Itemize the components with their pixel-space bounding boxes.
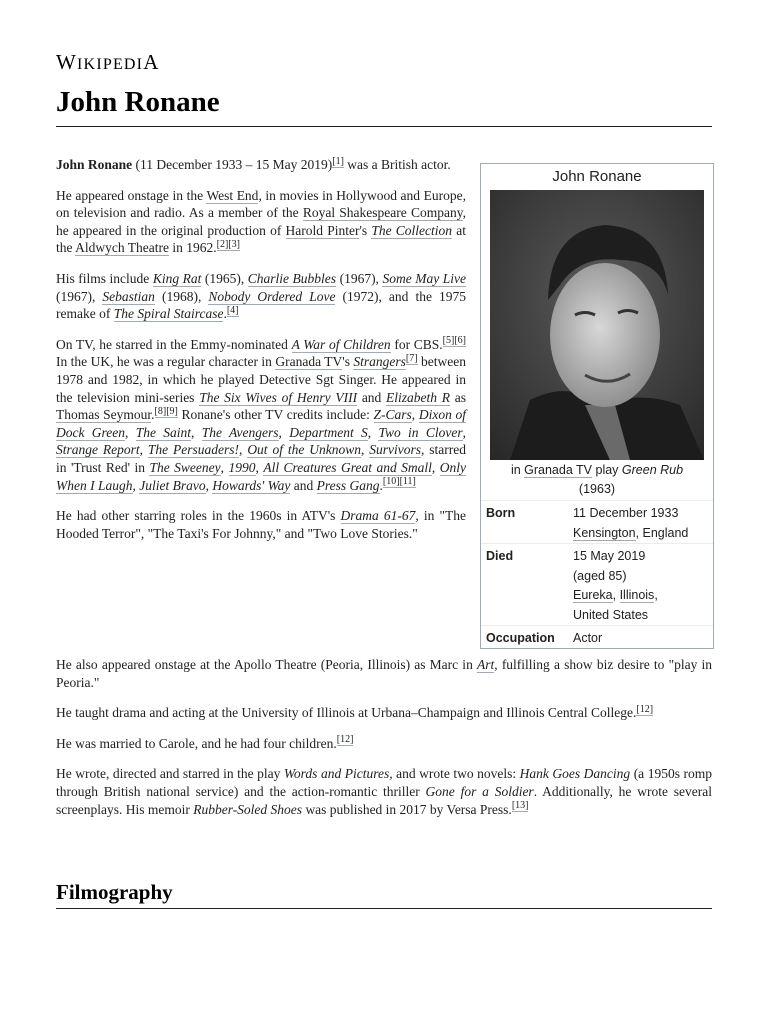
paragraph-family: He was married to Carole, and he had four children.[12]: [56, 734, 354, 751]
link-some-may-live[interactable]: Some May Live: [382, 270, 466, 286]
link-survivors[interactable]: Survivors: [369, 442, 421, 458]
link-press-gang[interactable]: Press Gang: [316, 477, 380, 493]
ref-link[interactable]: [5]: [442, 335, 455, 347]
ref-link[interactable]: [9]: [166, 405, 178, 417]
ref-link[interactable]: [6]: [454, 335, 466, 347]
died-value: 15 May 2019 (aged 85) Eureka, Illinois, United States: [573, 549, 658, 622]
link-department-s[interactable]: Department S: [289, 424, 368, 440]
paragraph-teaching: He taught drama and acting at the University of Illinois at Urbana–Champaign and Illinois Central College.[12]: [56, 703, 654, 721]
link-spiral-staircase[interactable]: The Spiral Staircase: [113, 306, 224, 322]
paragraph-atv: He had other starring roles in the 1960s in ATV's Drama 61-67, in "The Hooded Terror", "The Taxi's For Johnny," and "Two Love Stories.": [56, 508, 467, 541]
link-drama-61-67[interactable]: Drama 61-67: [340, 508, 416, 524]
link-only-when-i-laugh[interactable]: Only When I Laugh: [56, 459, 467, 493]
link-two-in-clover[interactable]: Two in Clover: [378, 424, 463, 440]
paragraph-writing: He wrote, directed and starred in the play Words and Pictures, and wrote two novels: Hank Goes Dancing (a 1950s romp through British national service) and the action-romantic thriller Gone for a Soldier. Additionally, he wrote several screenplays. His memoir Rubber-Soled Shoes was published in 2017 by Versa Press.[13]: [56, 766, 712, 817]
born-place-link[interactable]: Kensington: [573, 525, 636, 540]
ref-link[interactable]: [1]: [332, 155, 344, 167]
infobox-row-occupation: [481, 625, 713, 648]
wikipedia-logo[interactable]: [56, 50, 160, 75]
link-aldwych-theatre[interactable]: Aldwych Theatre: [75, 240, 169, 256]
infobox-row-born: [481, 500, 713, 544]
link-rsc[interactable]: Royal Shakespeare Company: [302, 205, 463, 221]
logo-letter-a: A: [143, 50, 160, 74]
link-out-of-the-unknown[interactable]: Out of the Unknown: [247, 442, 361, 458]
portrait-image: [490, 190, 704, 460]
link-the-avengers[interactable]: The Avengers: [201, 424, 279, 440]
ref-link[interactable]: [13]: [511, 800, 529, 812]
link-king-rat[interactable]: King Rat: [152, 270, 202, 286]
ref-link[interactable]: [11]: [399, 476, 416, 487]
ref-link[interactable]: [2]: [216, 238, 229, 250]
ref-link[interactable]: [12]: [336, 734, 354, 746]
occupation-label: Occupation: [486, 631, 555, 645]
logo-letter-w: W: [56, 50, 78, 74]
died-city-link[interactable]: Eureka: [573, 588, 613, 602]
link-art[interactable]: Art: [477, 657, 495, 672]
ref-link[interactable]: [12]: [636, 703, 654, 715]
paragraph-tv: On TV, he starred in the Emmy-nominated A War of Children for CBS.[5][6] In the UK, he was a regular character in Granada TV's Strangers[7] between 1978 and 1982, in which he played Detective Sgt Singer. He appeared in the television mini-series The Six Wives of Henry VIII and Elizabeth R as Thomas Seymour.[8][9] Ronane's other TV credits include: Z-Cars, Dixon of Dock Green, The Saint, The Avengers, Department S, Two in Clover, Strange Report, The Persuaders!, Out of the Unknown, Survivors, starred in 'Trust Red' in The Sweeney, 1990, All Creatures Great and Small, Only When I Laugh, Juliet Bravo, Howards' Way and Press Gang.[10][11]: [56, 335, 467, 493]
link-all-creatures[interactable]: All Creatures Great and Small: [263, 459, 432, 475]
link-howards-way[interactable]: Howards' Way: [212, 477, 291, 493]
link-1990[interactable]: 1990: [228, 459, 256, 475]
infobox: [480, 163, 714, 649]
died-label: Died: [486, 549, 514, 563]
link-the-persuaders[interactable]: The Persuaders!: [147, 442, 240, 458]
ref-link[interactable]: [10]: [382, 476, 400, 487]
paragraph-apollo: He also appeared onstage at the Apollo Theatre (Peoria, Illinois) as Marc in Art, fulfilling a show biz desire to "play in Peoria.": [56, 657, 712, 690]
ref-link[interactable]: [4]: [226, 304, 239, 316]
link-strange-report[interactable]: Strange Report: [56, 442, 140, 458]
article-body: [56, 656, 712, 831]
died-state-link[interactable]: Illinois: [619, 588, 655, 602]
link-sebastian[interactable]: Sebastian: [102, 288, 155, 304]
link-west-end[interactable]: West End: [206, 187, 259, 203]
link-a-war-of-children[interactable]: A War of Children: [291, 336, 391, 352]
link-granada-tv[interactable]: Granada TV: [275, 354, 343, 370]
link-juliet-bravo[interactable]: Juliet Bravo: [139, 477, 206, 493]
link-the-saint[interactable]: The Saint: [135, 424, 192, 440]
born-value: 11 December 1933 Kensington, England: [573, 506, 689, 540]
paragraph-films: His films include King Rat (1965), Charlie Bubbles (1967), Some May Live (1967), Sebastian (1968), Nobody Ordered Love (1972), and the 1975 remake of The Spiral Staircase.[4]: [56, 270, 467, 322]
occupation-value: Actor: [573, 631, 603, 645]
section-divider: [56, 908, 712, 909]
link-the-sweeney[interactable]: The Sweeney: [149, 459, 221, 475]
link-six-wives[interactable]: The Six Wives of Henry VIII: [199, 389, 358, 405]
title-divider: [56, 126, 712, 127]
link-dixon[interactable]: Dixon of Dock Green: [56, 407, 467, 440]
paragraph-stage: He appeared onstage in the West End, in movies in Hollywood and Europe, on television and radio. As a member of the Royal Shakespeare Company, he appeared in the original production of Harold Pinter's The Collection at the Aldwych Theatre in 1962.[2][3]: [56, 187, 466, 256]
paragraph-intro: John Ronane (11 December 1933 – 15 May 2019)[1] was a British actor.: [56, 155, 451, 172]
caption-year: (1963): [578, 482, 616, 496]
ref-link[interactable]: [3]: [228, 238, 240, 250]
section-heading-filmography: Filmography: [56, 880, 173, 904]
link-z-cars[interactable]: Z-Cars: [373, 407, 412, 423]
ref-link[interactable]: [8]: [154, 405, 167, 417]
link-elizabeth-r[interactable]: Elizabeth R: [386, 389, 451, 405]
page-title: John Ronane: [56, 86, 220, 118]
article-lead: [56, 156, 466, 555]
caption-link-granada-tv[interactable]: Granada TV: [524, 463, 593, 477]
link-charlie-bubbles[interactable]: Charlie Bubbles: [247, 270, 337, 286]
ref-link[interactable]: [7]: [405, 352, 418, 364]
born-label: Born: [486, 506, 516, 520]
infobox-title: John Ronane: [552, 168, 642, 185]
portrait-photo[interactable]: [490, 190, 704, 460]
logo-letters: IKIPEDI: [77, 56, 144, 73]
link-thomas-seymour[interactable]: Thomas Seymour: [56, 407, 152, 423]
photo-caption: in Granada TV play Green Rub (1963): [510, 463, 684, 496]
link-strangers[interactable]: Strangers: [353, 354, 406, 370]
infobox-row-died: [481, 543, 713, 626]
link-harold-pinter[interactable]: Harold Pinter: [285, 222, 360, 238]
link-the-collection[interactable]: The Collection: [371, 222, 453, 238]
link-nobody-ordered-love[interactable]: Nobody Ordered Love: [208, 288, 336, 304]
